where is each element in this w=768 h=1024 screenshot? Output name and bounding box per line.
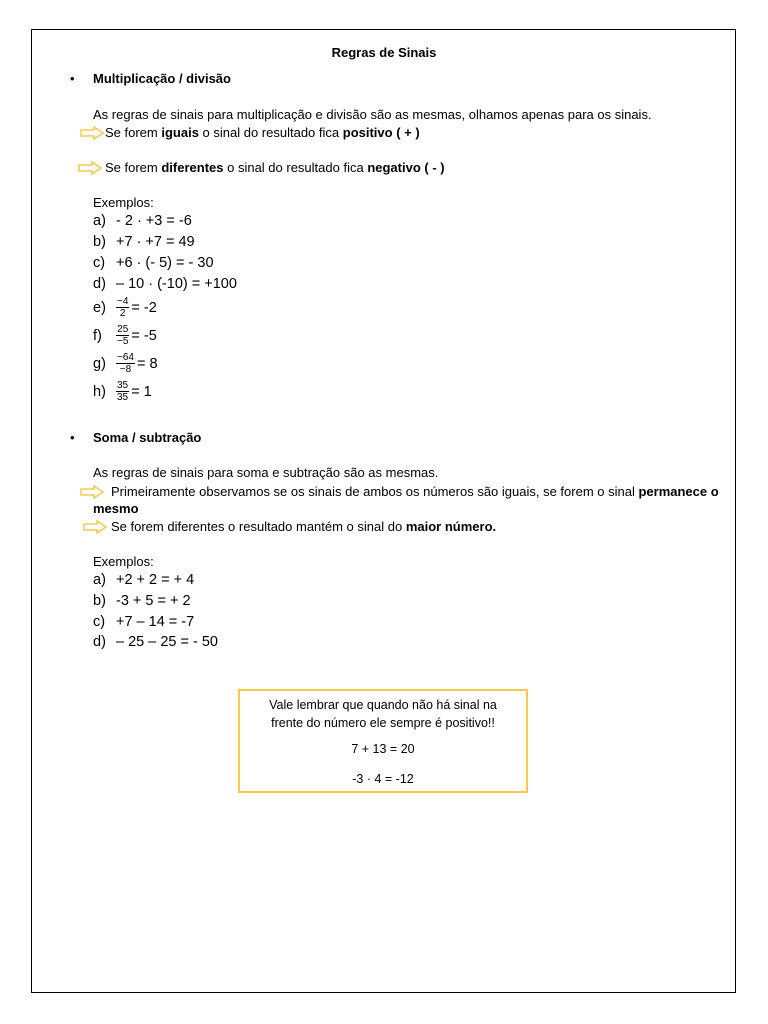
soma-intro: As regras de sinais para soma e subtração são as mesmas. (93, 465, 439, 480)
fraction-example: e) $\frac{-4}{2}$ = -2 (93, 296, 157, 319)
fraction-example: h) $\frac{35}{35}$ = 1 (93, 380, 152, 403)
soma-examples-label: Exemplos: (93, 554, 154, 569)
note-example-2: -3 · 4 = -12 (352, 772, 414, 786)
example-item: c) +7 – 14 = -7 (93, 614, 195, 630)
example-item: c) +6 · (- 5) = - 30 (93, 255, 214, 271)
bullet-soma: • (70, 430, 75, 445)
example-item: b) +7 · +7 = 49 (93, 234, 195, 250)
note-box (238, 689, 528, 793)
page-title: Regras de Sinais (331, 45, 437, 60)
mult-rule-iguais: Se forem iguais o sinal do resultado fica positivo ( + ) (105, 125, 420, 140)
mult-rule-diferentes: Se forem diferentes o sinal do resultado fica negativo ( - ) (105, 160, 445, 175)
arrow-right-icon (83, 520, 107, 534)
heading-multiplicacao: Multiplicação / divisão (93, 71, 231, 86)
soma-rule-iguais: Primeiramente observamos se os sinais de ambos os números são iguais, se forem o sinal permanece o (111, 484, 719, 499)
note-line-2: frente do número ele sempre é positivo!! (271, 716, 495, 730)
example-item: d) – 25 – 25 = - 50 (93, 634, 218, 650)
example-item: d) – 10 · (-10) = +100 (93, 276, 237, 292)
arrow-right-icon (80, 485, 104, 499)
bullet-mult: • (70, 71, 75, 86)
note-line-1: Vale lembrar que quando não há sinal na (269, 698, 497, 712)
fraction-example: f) $\frac{25}{-5}$ = -5 (93, 324, 157, 347)
soma-rule-diferentes: Se forem diferentes o resultado mantém o sinal do maior número. (111, 519, 497, 534)
mult-intro: As regras de sinais para multiplicação e divisão são as mesmas, olhamos apenas para os sinais. (93, 107, 652, 122)
heading-soma: Soma / subtração (93, 430, 202, 445)
soma-rule-iguais-cont: mesmo (93, 501, 139, 516)
arrow-right-icon (78, 161, 102, 175)
example-item: b) -3 + 5 = + 2 (93, 593, 191, 609)
example-item: a) +2 + 2 = + 4 (93, 572, 195, 588)
arrow-right-icon (80, 126, 104, 140)
note-example-1: 7 + 13 = 20 (351, 742, 415, 756)
example-item: a) - 2 · +3 = -6 (93, 213, 192, 229)
mult-examples-label: Exemplos: (93, 195, 154, 210)
fraction-example: g) $\frac{-64}{-8}$ = 8 (93, 352, 158, 375)
